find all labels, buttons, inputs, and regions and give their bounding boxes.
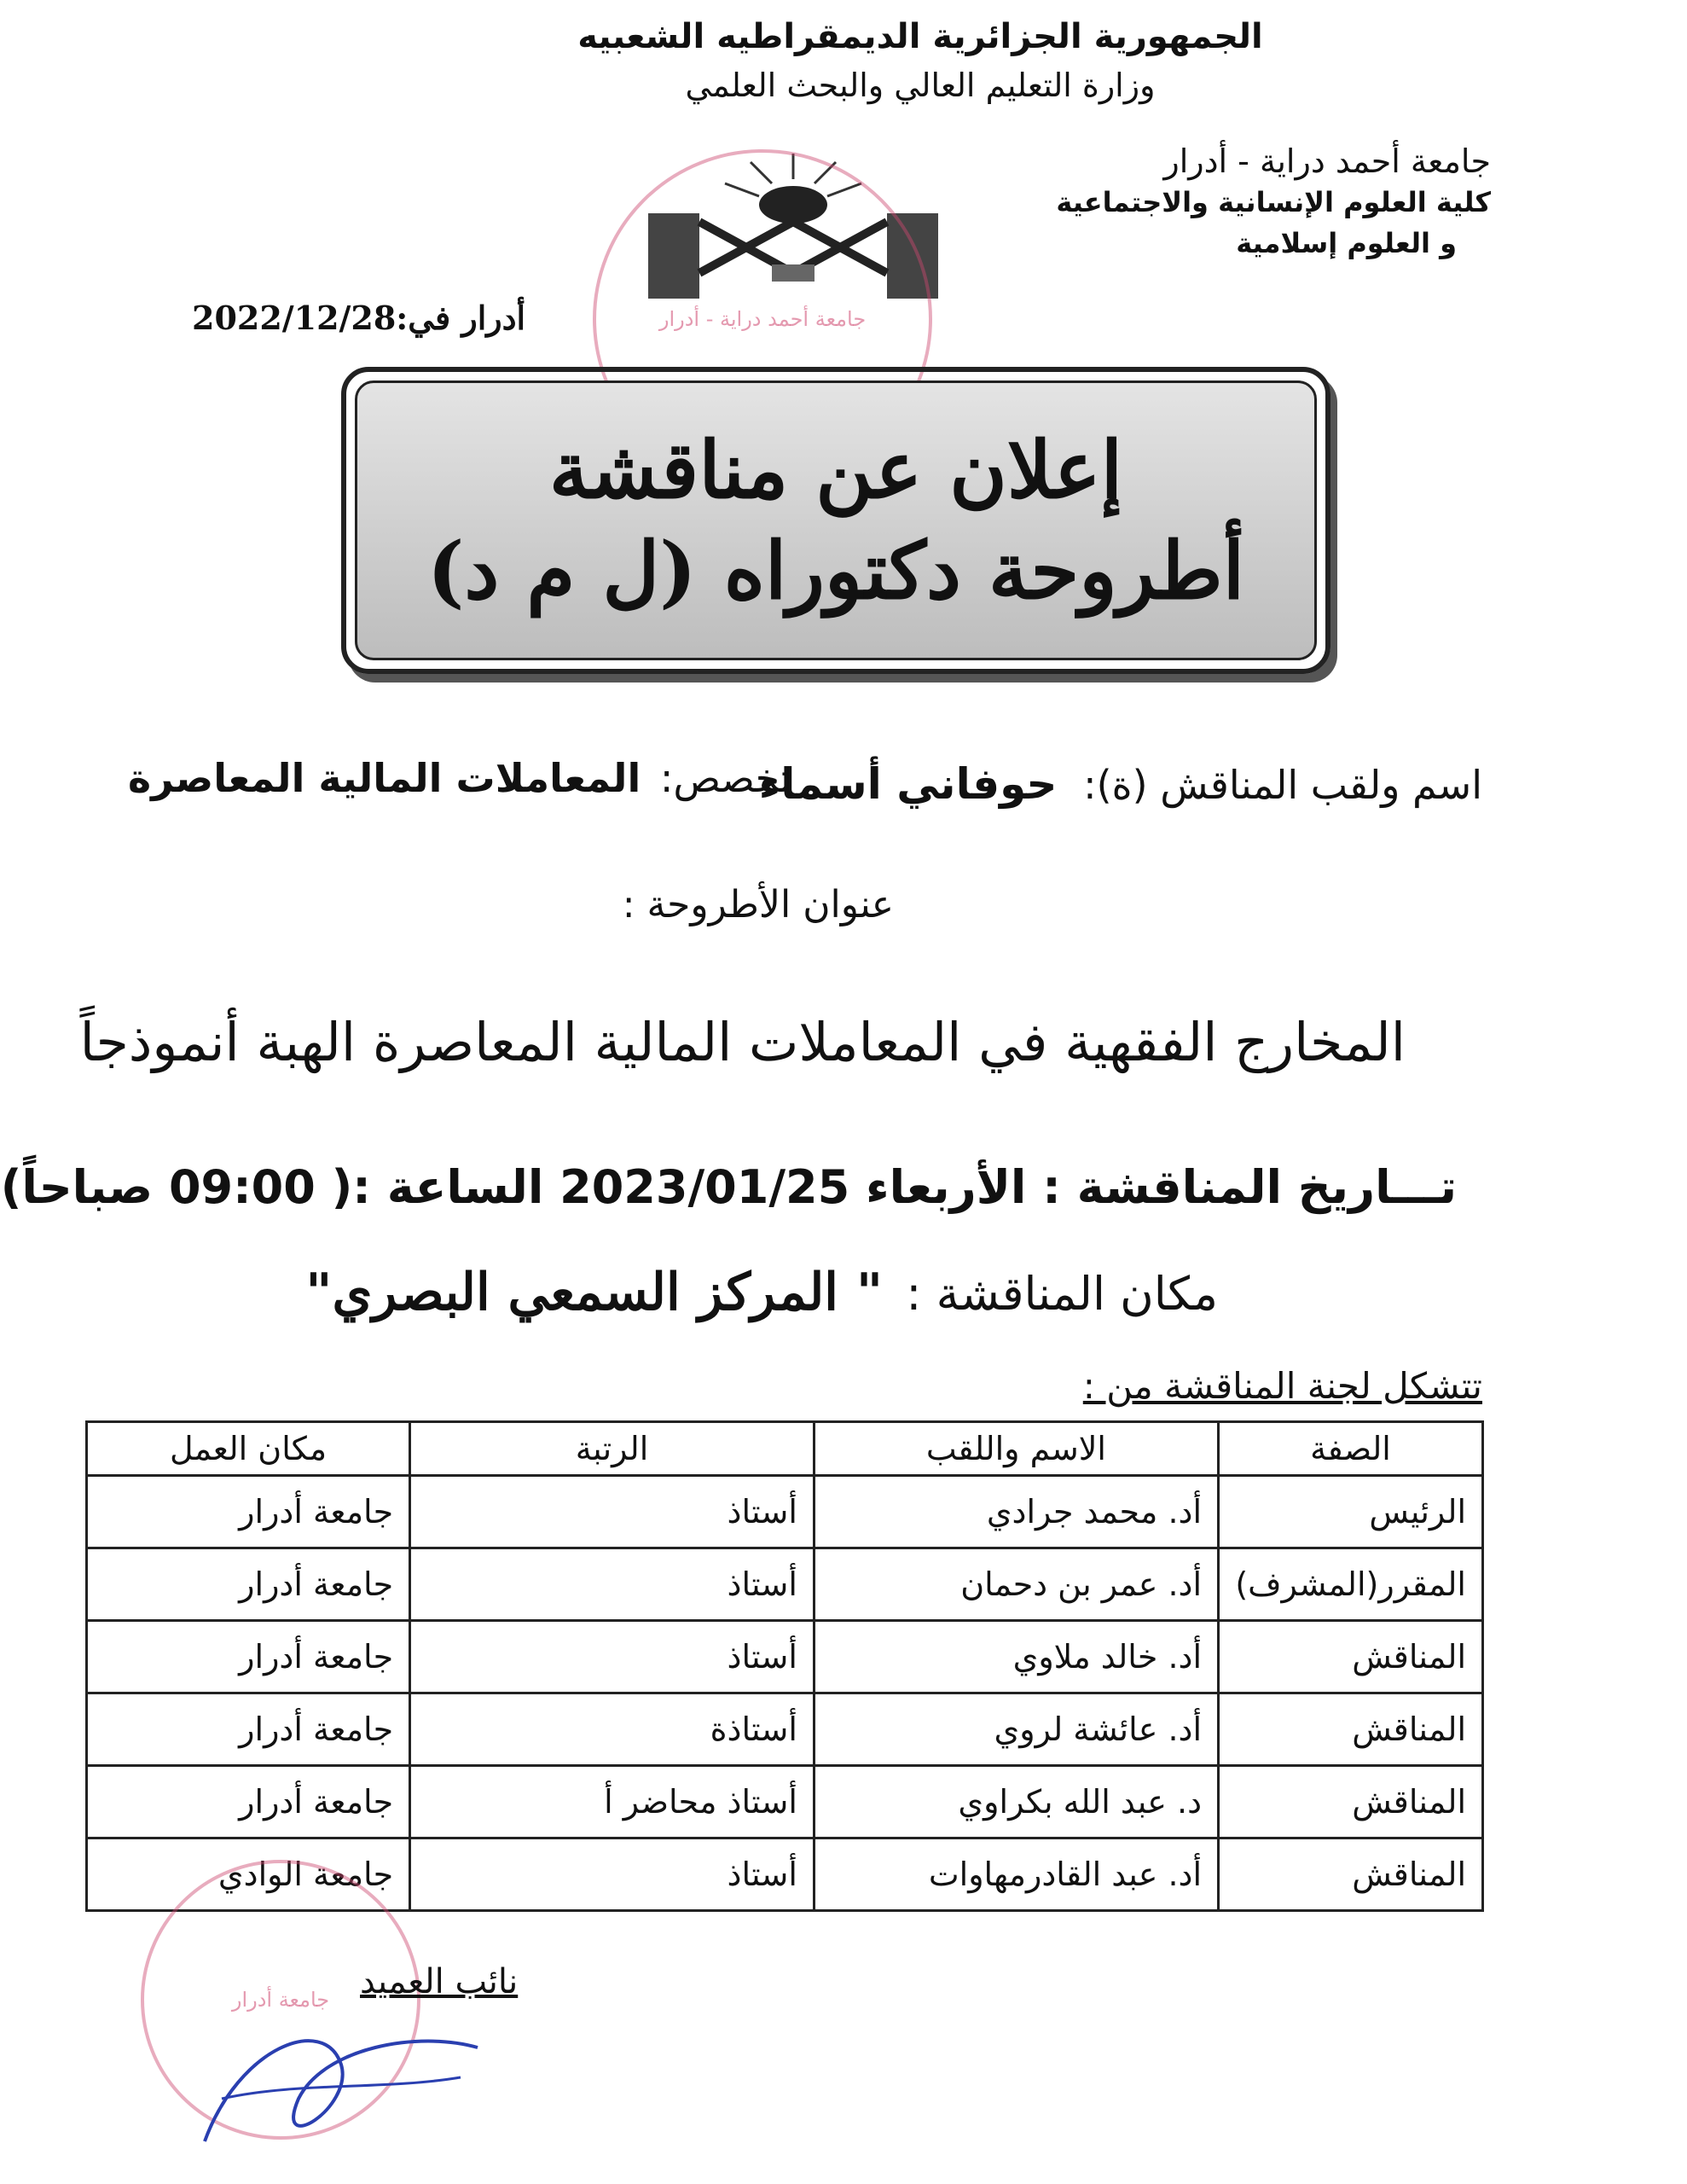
committee-title: تتشكل لجنة المناقشة من :: [1082, 1365, 1482, 1407]
university-name: جامعة أحمد دراية - أدرار: [1163, 142, 1491, 180]
banner-subtitle: أطروحة دكتوراه (ل م د): [426, 525, 1245, 617]
cell-rank: أستاذ: [410, 1476, 815, 1548]
header-name: الاسم واللقب: [814, 1422, 1218, 1476]
cell-name: أد. عبد القادرمهاوات: [814, 1838, 1218, 1911]
cell-name: د. عبد الله بكراوي: [814, 1766, 1218, 1838]
candidate-name: حوفاني أسماء: [758, 759, 1058, 809]
defense-datetime: تـــاريخ المناقشة : الأربعاء 2023/01/25 الساعة :( 09:00 صباحاً): [0, 1160, 1457, 1214]
cell-workplace: جامعة أدرار: [87, 1548, 410, 1621]
header-rank: الرتبة: [410, 1422, 815, 1476]
specialty-row: [128, 755, 791, 801]
republic-title: الجمهورية الجزائرية الديمقراطيه الشعبيه: [577, 17, 1263, 56]
faculty-line-1: كلية العلوم الإنسانية والاجتماعية: [1056, 186, 1491, 218]
header-role: الصفة: [1219, 1422, 1483, 1476]
table-row: [87, 1548, 1483, 1621]
cell-role: المناقش: [1219, 1766, 1483, 1838]
cell-name: أد. خالد ملاوي: [814, 1621, 1218, 1693]
banner-title: إعلان عن مناقشة: [548, 424, 1123, 516]
stamp-top-text: جامعة أحمد دراية - أدرار: [658, 307, 867, 331]
table-row: [87, 1476, 1483, 1548]
signature-scribble: [171, 1996, 495, 2167]
table-row: [87, 1766, 1483, 1838]
specialty-label: تخصص:: [659, 755, 792, 801]
table-row: [87, 1693, 1483, 1766]
cell-workplace: جامعة أدرار: [87, 1766, 410, 1838]
cell-rank: أستاذ محاضر أ: [410, 1766, 815, 1838]
cell-role: المقرر(المشرف): [1219, 1548, 1483, 1621]
header-workplace: مكان العمل: [87, 1422, 410, 1476]
cell-rank: أستاذ: [410, 1548, 815, 1621]
cell-name: أد. محمد جرادي: [814, 1476, 1218, 1548]
faculty-line-2: و العلوم إسلامية: [1236, 227, 1457, 259]
cell-rank: أستاذ: [410, 1621, 815, 1693]
ministry-title: وزارة التعليم العالي والبحث العلمي: [685, 67, 1156, 104]
table-row: [87, 1621, 1483, 1693]
thesis-title: المخارج الفقهية في المعاملات المالية المعاصرة الهبة أنموذجاً: [79, 1011, 1406, 1073]
committee-table: [85, 1420, 1484, 1912]
cell-role: المناقش: [1219, 1693, 1483, 1766]
cell-rank: أستاذ: [410, 1838, 815, 1911]
cell-role: المناقش: [1219, 1621, 1483, 1693]
stamp-bottom-text: جامعة أدرار: [231, 1988, 330, 2012]
announcement-banner: [341, 367, 1330, 674]
defense-place-label: مكان المناقشة :: [906, 1267, 1218, 1321]
cell-name: أد. عائشة لروي: [814, 1693, 1218, 1766]
thesis-label: عنوان الأطروحة :: [622, 883, 894, 926]
deputy-dean-title: نائب العميد: [360, 1962, 519, 2001]
cell-role: الرئيس: [1219, 1476, 1483, 1548]
cell-workplace: جامعة أدرار: [87, 1693, 410, 1766]
defense-place: " المركز السمعي البصري": [305, 1263, 884, 1322]
university-block: [1013, 141, 1491, 264]
cell-role: المناقش: [1219, 1838, 1483, 1911]
cell-name: أد. عمر بن دحمان: [814, 1548, 1218, 1621]
cell-rank: أستاذة: [410, 1693, 815, 1766]
table-header-row: [87, 1422, 1483, 1476]
candidate-name-row: [759, 759, 1482, 809]
candidate-name-label: اسم ولقب المناقش (ة):: [1083, 762, 1482, 808]
cell-workplace: جامعة أدرار: [87, 1621, 410, 1693]
specialty-value: المعاملات المالية المعاصرة: [128, 755, 641, 801]
issue-date: أدرار في:2022/12/28: [192, 299, 526, 337]
defense-place-row: [305, 1263, 1218, 1322]
cell-workplace: جامعة الوادي: [87, 1838, 410, 1911]
cell-workplace: جامعة أدرار: [87, 1476, 410, 1548]
